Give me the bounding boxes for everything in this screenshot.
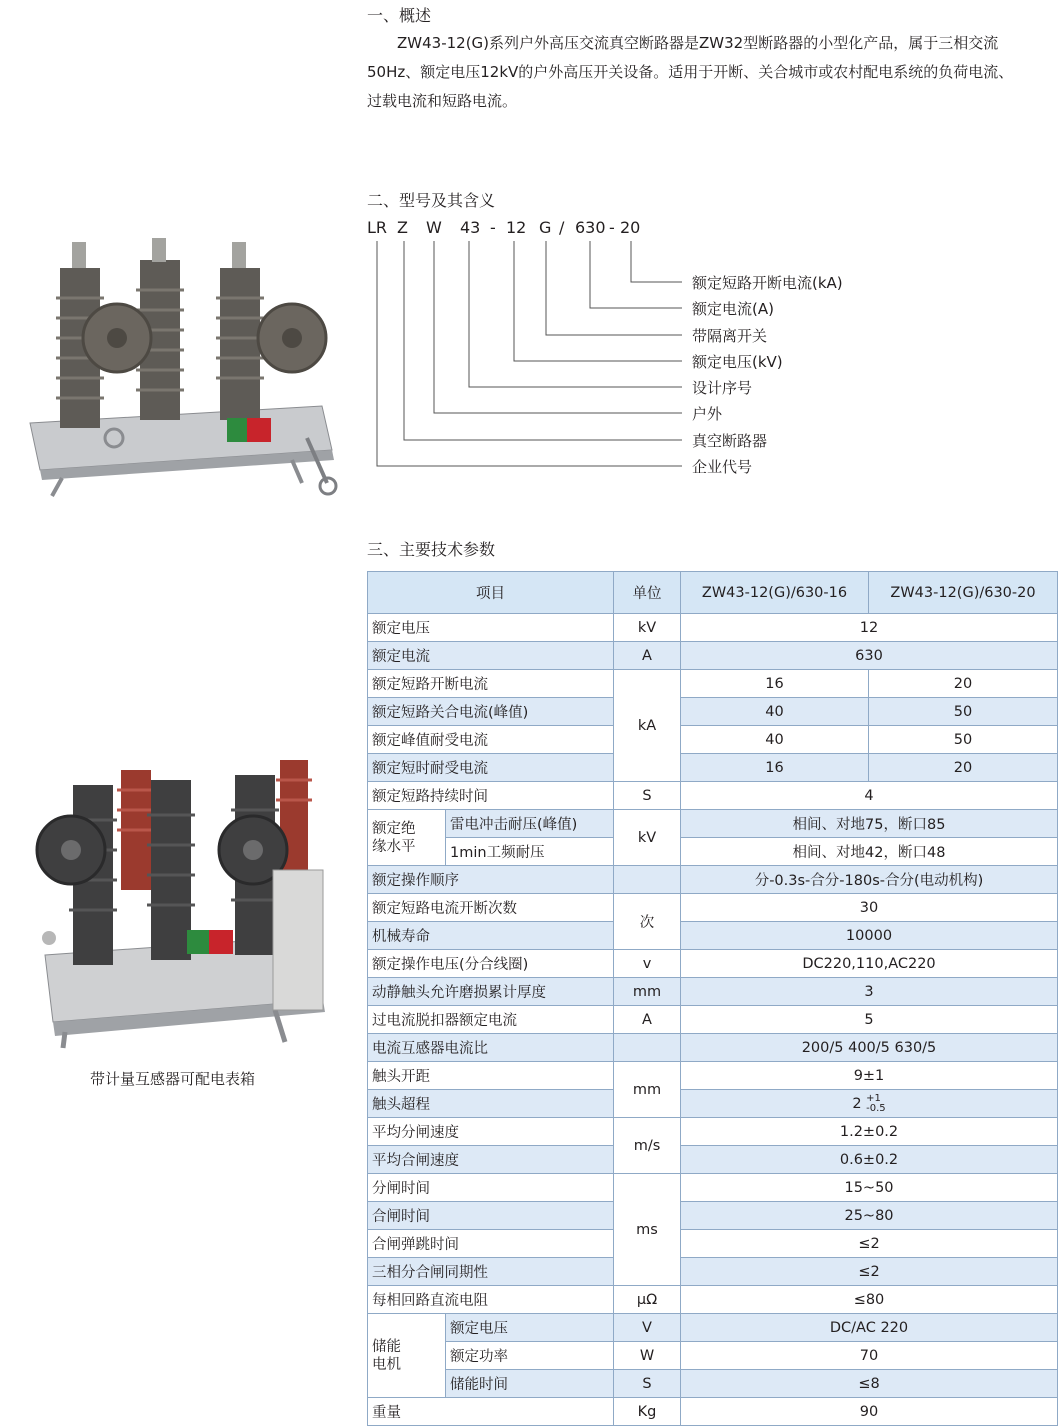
- table-row: [368, 1090, 1058, 1118]
- table-row: [368, 782, 1058, 810]
- code-part: -: [609, 218, 615, 237]
- param-unit: [614, 866, 681, 894]
- table-row: [368, 1034, 1058, 1062]
- table-row: [368, 614, 1058, 642]
- overtravel-upper-tolerance: +1: [866, 1092, 881, 1104]
- overview-line: ZW43-12(G)系列户外高压交流真空断路器是ZW32型断路器的小型化产品，属于三相交流: [397, 34, 999, 52]
- model-meaning: 企业代号: [692, 458, 753, 476]
- param-unit: A: [614, 1006, 681, 1034]
- code-part: /: [559, 218, 565, 237]
- param-value: ≤2: [681, 1230, 1058, 1258]
- param-unit: W: [614, 1342, 681, 1370]
- param-unit: kV: [614, 614, 681, 642]
- code-part: W: [426, 218, 442, 237]
- param-group-label: 储能电机: [372, 1338, 401, 1373]
- param-value: 3: [681, 978, 1058, 1006]
- code-part: LR: [367, 218, 388, 237]
- overtravel-base: 2: [852, 1095, 862, 1112]
- param-name: 机械寿命: [368, 922, 614, 950]
- param-name: 平均合闸速度: [368, 1146, 614, 1174]
- table-row: [368, 1062, 1058, 1090]
- param-unit: μΩ: [614, 1286, 681, 1314]
- param-name: 额定操作电压(分合线圈): [368, 950, 614, 978]
- param-name: 额定功率: [446, 1342, 614, 1370]
- param-group-label: 额定绝缘水平: [372, 820, 416, 855]
- param-unit: Kg: [614, 1398, 681, 1426]
- table-row: [368, 1314, 1058, 1342]
- param-value: 0.6±0.2: [681, 1146, 1058, 1174]
- param-value: 1.2±0.2: [681, 1118, 1058, 1146]
- table-header-row: [368, 572, 1058, 614]
- code-part: G: [539, 218, 552, 237]
- param-unit: V: [614, 1314, 681, 1342]
- table-row: [368, 1146, 1058, 1174]
- table-row: [368, 1006, 1058, 1034]
- table-row: [368, 1286, 1058, 1314]
- code-part: Z: [397, 218, 408, 237]
- table-row: [368, 978, 1058, 1006]
- param-value: 10000: [681, 922, 1058, 950]
- param-unit: mm: [614, 1062, 681, 1118]
- param-name: 额定短路关合电流(峰值): [368, 698, 614, 726]
- spec-table: [367, 571, 1058, 1426]
- param-name: 三相分合闸同期性: [368, 1258, 614, 1286]
- model-heading: 二、型号及其含义: [367, 191, 496, 210]
- param-value: 相间、对地42，断口48: [681, 838, 1058, 866]
- param-value: 25~80: [681, 1202, 1058, 1230]
- table-row: [368, 1398, 1058, 1426]
- param-unit: S: [614, 782, 681, 810]
- param-value: 50: [869, 698, 1058, 726]
- overview-line: 50Hz、额定电压12kV的户外高压开关设备。适用于开断、关合城市或农村配电系统的负荷电流、: [367, 63, 1014, 81]
- overtravel-lower-tolerance: -0.5: [866, 1102, 886, 1114]
- param-unit: [614, 1034, 681, 1062]
- param-value: 9±1: [681, 1062, 1058, 1090]
- param-value: [681, 1090, 1058, 1118]
- table-row: [368, 810, 1058, 838]
- table-row: [368, 670, 1058, 698]
- model-meaning: 真空断路器: [692, 432, 768, 450]
- header-item: 项目: [368, 572, 614, 614]
- param-value: 40: [681, 698, 869, 726]
- param-name: 每相回路直流电阻: [368, 1286, 614, 1314]
- table-row: [368, 754, 1058, 782]
- param-value: 5: [681, 1006, 1058, 1034]
- table-row: [368, 922, 1058, 950]
- param-unit: m/s: [614, 1118, 681, 1174]
- table-row: [368, 950, 1058, 978]
- param-name: 额定短时耐受电流: [368, 754, 614, 782]
- table-row: [368, 838, 1058, 866]
- model-meaning: 户外: [692, 405, 723, 423]
- overview-line: 过载电流和短路电流。: [367, 92, 518, 110]
- header-model-16: ZW43-12(G)/630-16: [681, 572, 869, 614]
- overview-heading: 一、概述: [367, 6, 432, 25]
- param-unit: kA: [614, 670, 681, 782]
- param-value: 50: [869, 726, 1058, 754]
- param-value: ≤80: [681, 1286, 1058, 1314]
- param-unit: 次: [614, 894, 681, 950]
- model-meaning: 额定电压(kV): [692, 353, 783, 371]
- param-value: 16: [681, 670, 869, 698]
- param-value: 30: [681, 894, 1058, 922]
- photo-caption: 带计量互感器可配电表箱: [90, 1070, 256, 1088]
- param-group: [368, 1314, 446, 1398]
- param-value: 200/5 400/5 630/5: [681, 1034, 1058, 1062]
- param-name: 动静触头允许磨损累计厚度: [368, 978, 614, 1006]
- param-name: 触头超程: [368, 1090, 614, 1118]
- code-part: 630: [575, 218, 606, 237]
- product-photo-2: [35, 760, 340, 1050]
- param-name: 合闸弹跳时间: [368, 1230, 614, 1258]
- param-value: 相间、对地75，断口85: [681, 810, 1058, 838]
- table-row: [368, 1202, 1058, 1230]
- param-name: 1min工频耐压: [446, 838, 614, 866]
- table-row: [368, 894, 1058, 922]
- param-name: 过电流脱扣器额定电流: [368, 1006, 614, 1034]
- model-meaning: 额定电流(A): [692, 300, 774, 318]
- param-name: 额定操作顺序: [368, 866, 614, 894]
- code-part: 12: [506, 218, 527, 237]
- param-name: 额定电流: [368, 642, 614, 670]
- code-part: 43: [460, 218, 481, 237]
- model-meaning: 额定短路开断电流(kA): [692, 274, 843, 292]
- code-part: -: [490, 218, 496, 237]
- table-row: [368, 866, 1058, 894]
- table-row: [368, 698, 1058, 726]
- param-name: 分闸时间: [368, 1174, 614, 1202]
- param-name: 重量: [368, 1398, 614, 1426]
- table-row: [368, 642, 1058, 670]
- param-name: 电流互感器电流比: [368, 1034, 614, 1062]
- param-name: 额定短路电流开断次数: [368, 894, 614, 922]
- param-name: 额定电压: [368, 614, 614, 642]
- param-value: 630: [681, 642, 1058, 670]
- param-value: 40: [681, 726, 869, 754]
- param-value: 20: [869, 670, 1058, 698]
- param-value: ≤2: [681, 1258, 1058, 1286]
- param-value: DC220,110,AC220: [681, 950, 1058, 978]
- header-unit: 单位: [614, 572, 681, 614]
- param-unit: v: [614, 950, 681, 978]
- param-value: 15~50: [681, 1174, 1058, 1202]
- param-name: 雷电冲击耐压(峰值): [446, 810, 614, 838]
- param-value: 4: [681, 782, 1058, 810]
- table-row: [368, 1174, 1058, 1202]
- param-unit: ms: [614, 1174, 681, 1286]
- param-name: 额定短路持续时间: [368, 782, 614, 810]
- model-meaning: 带隔离开关: [692, 327, 768, 345]
- param-name: 储能时间: [446, 1370, 614, 1398]
- param-value: 70: [681, 1342, 1058, 1370]
- param-value: DC/AC 220: [681, 1314, 1058, 1342]
- table-row: [368, 1370, 1058, 1398]
- param-name: 额定电压: [446, 1314, 614, 1342]
- param-name: 合闸时间: [368, 1202, 614, 1230]
- param-name: 平均分闸速度: [368, 1118, 614, 1146]
- table-row: [368, 726, 1058, 754]
- model-meaning: 设计序号: [692, 379, 753, 397]
- param-name: 额定短路开断电流: [368, 670, 614, 698]
- param-value: ≤8: [681, 1370, 1058, 1398]
- table-row: [368, 1342, 1058, 1370]
- param-unit: mm: [614, 978, 681, 1006]
- param-name: 触头开距: [368, 1062, 614, 1090]
- table-row: [368, 1258, 1058, 1286]
- param-unit: kV: [614, 810, 681, 866]
- header-model-20: ZW43-12(G)/630-20: [869, 572, 1058, 614]
- param-group: [368, 810, 446, 866]
- product-photo-1: [22, 238, 342, 498]
- param-value: 16: [681, 754, 869, 782]
- table-row: [368, 1118, 1058, 1146]
- param-name: 额定峰值耐受电流: [368, 726, 614, 754]
- param-value: 20: [869, 754, 1058, 782]
- param-value: 分-0.3s-合分-180s-合分(电动机构): [681, 866, 1058, 894]
- param-value: 90: [681, 1398, 1058, 1426]
- table-row: [368, 1230, 1058, 1258]
- params-heading: 三、主要技术参数: [367, 540, 496, 559]
- code-part: 20: [620, 218, 641, 237]
- param-unit: A: [614, 642, 681, 670]
- param-unit: S: [614, 1370, 681, 1398]
- param-value: 12: [681, 614, 1058, 642]
